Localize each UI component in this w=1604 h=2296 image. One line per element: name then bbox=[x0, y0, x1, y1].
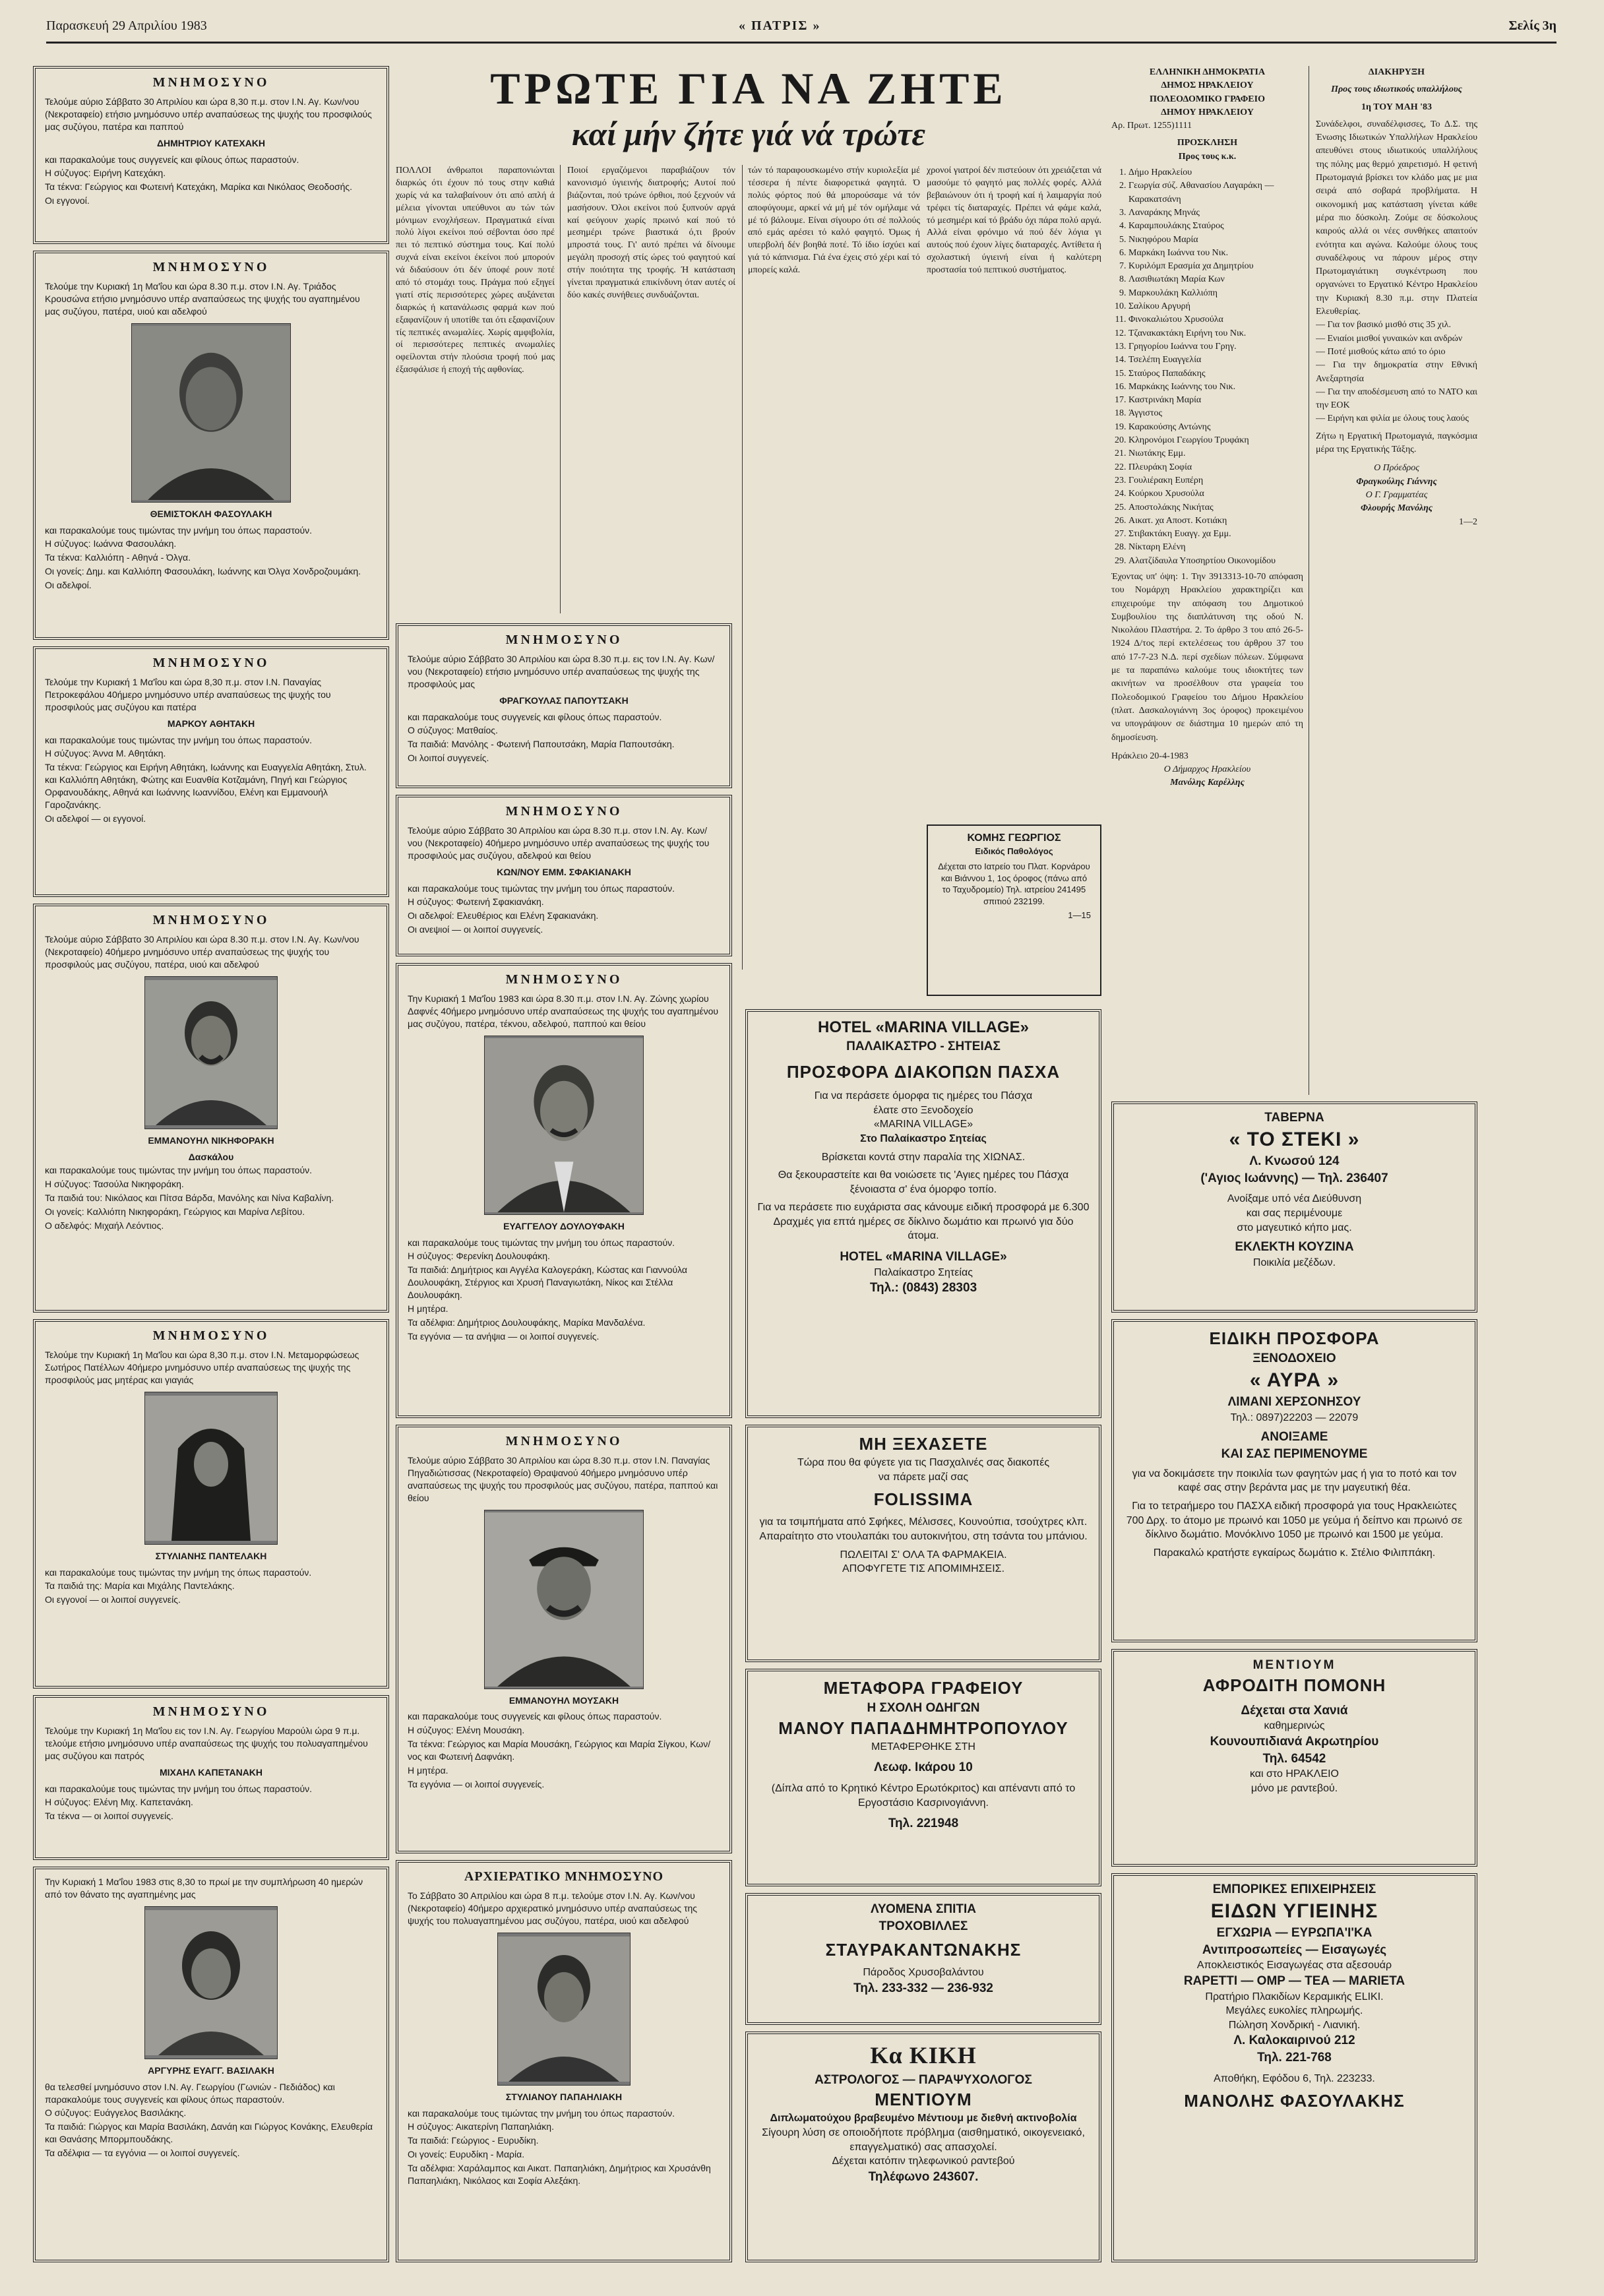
obituary-intro: Τελούμε αύριο Σάββατο 30 Απριλίου και ώρα 8.30 π.μ. στον Ι.Ν. Παναγίας Πηγαδιώτισσας (Νεκροταφείο) Θραψανού 40ήμερο μνημόσυνο υπέρ αναπαύσεως της ψυχής του προσφιλούς μας συζύγου, πατέρα, παππού και θείου bbox=[408, 1455, 718, 1503]
hygiene-title: ΕΙΔΩΝ ΥΓΙΕΙΝΗΣ bbox=[1210, 1900, 1378, 1922]
recipient-item: 10. Σαλίκου Αργυρή bbox=[1128, 300, 1303, 313]
houses-name: ΣΤΑΥΡΑΚΑΝΤΩΝΑΚΗΣ bbox=[825, 1940, 1022, 1960]
portrait-photo bbox=[144, 1906, 278, 2059]
obituary-name: ΣΤΥΛΙΑΝΗΣ ΠΑΝΤΕΛΑΚΗ bbox=[155, 1550, 267, 1561]
kiki-sub: ΑΣΤΡΟΛΟΓΟΣ — ΠΑΡΑΨΥΧΟΛΟΓΟΣ bbox=[815, 2072, 1032, 2087]
medium-name: ΑΦΡΟΔΙΤΗ ΠΟΜΟΝΗ bbox=[1202, 1675, 1386, 1695]
declaration-demand: — Ενιαίοι μισθοί γυναικών και ανδρών bbox=[1316, 333, 1463, 344]
avra-place: ΛΙΜΑΝΙ ΧΕΡΣΟΝΗΣΟΥ bbox=[1227, 1395, 1361, 1410]
obituary-request: και παρακαλούμε τους συγγενείς και φίλους όπως παραστούν. bbox=[45, 154, 299, 165]
obituary-line: Η σύζυγος: Ελένη Μουσάκη. bbox=[408, 1725, 525, 1736]
folissima-line: Απαραίτητο στο ντουλαπάκι του αυτοκινήτου, στη τσάντα του μπάνιου. bbox=[759, 1530, 1088, 1542]
recipient-item: 9. Μαρκουλάκη Καλλιόπη bbox=[1128, 287, 1303, 300]
obituary-intro: Το Σάββατο 30 Απριλίου και ώρα 8 π.μ. τελούμε στον Ι.Ν. Αγ. Κων/νου (Νεκροταφείο) 40ήμερο αρχιερατικό μνημόσυνο υπέρ αναπαύσεως της ψυχής του πολυαγαπημένου μας συζύγου, πατέρα, υιού και αδελφού bbox=[408, 1890, 698, 1926]
obituary-line: Οι αδελφοί: Ελευθέριος και Ελένη Σφακιανάκη. bbox=[408, 910, 599, 921]
obituary-line: Τα παιδιά της: Μαρία και Μιχάλης Παντελάκης. bbox=[45, 1580, 235, 1592]
declaration bbox=[1316, 66, 1477, 1095]
article-column: Ποιοί εργαζόμενοι παραβιάζουν τόν κανονισμό ύγιεινής διατροφής; Αυτοί πού βιάζονται, πού τρώνε όρθιοι, πού ξεχνούν νά μασήσουν. Όλοι εκείνοι πού ξυπνούν αργά καί φεύγουν χωρίς πρωινό καί πού τό μεσημέρι τρώνε βιαστικά ό,τι βρούν μπροστά τους. Γι' αυτό πρέπει νά δίνουμε μεγάλη προσοχή στίς ώρες τού φαγητού καί στήν ποιότητα της τροφής. Ή κατάσταση γίνεται πραγματικά επικίνδυνη όταν αυτές οί δύο κακές συνήθειες συνδυάζονται. bbox=[567, 166, 735, 300]
obituary bbox=[33, 66, 389, 244]
recipient-item: 8. Λασιθιωτάκη Μαρία Κων bbox=[1128, 273, 1303, 286]
hygiene-line: Λ. Καλοκαιρινού 212 bbox=[1233, 2033, 1355, 2048]
medium-line: Τηλ. 64542 bbox=[1262, 1751, 1326, 1766]
obituary-title: ΜΝΗΜΟΣΥΝΟ bbox=[152, 1704, 270, 1719]
obituary-title: ΜΝΗΜΟΣΥΝΟ bbox=[152, 1328, 270, 1343]
obituary bbox=[33, 904, 389, 1313]
obituary-line: Οι εγγονοί — οι λοιποί συγγενείς. bbox=[45, 1594, 181, 1605]
obituary-line: Οι γονείς: Δημ. και Καλλιόπη Φασουλάκη, Ιωάννης και Όλγα Χονδροζουμάκη. bbox=[45, 566, 361, 577]
ad-code: 1—15 bbox=[1068, 910, 1091, 921]
folissima-brand: FOLISSIMA bbox=[873, 1489, 973, 1510]
obituary-line: Η σύζυγος: Αικατερίνη Παπαηλιάκη. bbox=[408, 2121, 554, 2132]
obituary-line: Οι αδελφοί. bbox=[45, 580, 92, 591]
houses-line: ΤΡΟΧΟΒΙΛΛΕΣ bbox=[879, 1919, 968, 1933]
doctor-title: Ειδικός Παθολόγος bbox=[975, 846, 1053, 856]
obituary-subtitle: Δασκάλου bbox=[188, 1151, 234, 1162]
obituary-line: Η σύζυγος: Τασούλα Νικηφοράκη. bbox=[45, 1179, 184, 1190]
declaration-signer-title: Ο Γ. Γραμματέας bbox=[1365, 489, 1428, 500]
declaration-signer-title: Ο Πρόεδρος bbox=[1374, 463, 1419, 474]
driving-moved: ΜΕΤΑΦΕΡΘΗΚΕ ΣΤΗ bbox=[871, 1741, 975, 1753]
obituary-title: ΜΝΗΜΟΣΥΝΟ bbox=[505, 972, 623, 987]
obituary-title: ΜΝΗΜΟΣΥΝΟ bbox=[152, 656, 270, 670]
doctor-ad bbox=[927, 824, 1101, 996]
obituary-name: ΕΥΑΓΓΕΛΟΥ ΔΟΥΛΟΥΦΑΚΗ bbox=[503, 1220, 625, 1231]
folissima-title: ΜΗ ΞΕΧΑΣΕΤΕ bbox=[859, 1434, 988, 1454]
announcement-header: ΔΗΜΟΥ ΗΡΑΚΛΕΙΟΥ bbox=[1161, 107, 1254, 117]
headline-main: ΤΡΩΤΕ ΓΙΑ ΝΑ ΖΗΤΕ bbox=[490, 63, 1007, 113]
doctor-name: ΚΟΜΗΣ ΓΕΩΡΓΙΟΣ bbox=[967, 832, 1061, 844]
folissima-ad bbox=[745, 1425, 1101, 1662]
hygiene-line: ΕΓΧΩΡΙΑ — ΕΥΡΩΠΑ'Ι'ΚΑ bbox=[1216, 1926, 1373, 1940]
kiki-line: Σίγουρη λύση σε οποιοδήποτε πρόβλημα (αισθηματικό, οικογενειακό, επαγγελματικό) σας απασχολεί. bbox=[762, 2126, 1085, 2153]
obituary-name: ΚΩΝ/ΝΟΥ ΕΜΜ. ΣΦΑΚΙΑΝΑΚΗ bbox=[497, 866, 631, 877]
obituary bbox=[396, 963, 732, 1418]
taverna-line: και σας περιμένουμε bbox=[1246, 1208, 1343, 1220]
declaration-signer: Φραγκούλης Γιάννης bbox=[1356, 476, 1437, 487]
declaration-demand: — Για την δημοκρατία στην Εθνική Ανεξαρτησία bbox=[1316, 360, 1477, 384]
hotel-offer: ΠΡΟΣΦΟΡΑ ΔΙΑΚΟΠΩΝ ΠΑΣΧΑ bbox=[786, 1062, 1061, 1082]
obituary-intro: Τελούμε την Κυριακή 1η Μα'ΐου εις τον Ι.Ν. Αγ. Γεωργίου Μαρούλι ώρα 9 π.μ. τελούμε ετήσιο μνημόσυνο υπέρ αναπαύσεως της ψυχής του πολυαγαπημένου μας συζύγου και πατρός bbox=[45, 1725, 368, 1761]
hygiene-products-ad bbox=[1111, 1873, 1477, 2262]
recipient-item: 5. Νικηφόρου Μαρία bbox=[1128, 233, 1303, 247]
obituary-name: ΕΜΜΑΝΟΥΗΛ ΝΙΚΗΦΟΡΑΚΗ bbox=[148, 1134, 274, 1146]
hygiene-line: Αποθήκη, Εφόδου 6, Τηλ. 223233. bbox=[1214, 2072, 1375, 2084]
obituary-name: ΑΡΓΥΡΗΣ ΕΥΑΓΓ. ΒΑΣΙΛΑΚΗ bbox=[148, 2064, 274, 2076]
taverna-title: ΤΑΒΕΡΝΑ bbox=[1264, 1111, 1324, 1125]
obituary-line: Η σύζυγος: Άννα Μ. Αθητάκη. bbox=[45, 748, 166, 759]
driving-school-ad bbox=[745, 1669, 1101, 1886]
recipient-item: 26. Αικατ. χα Αποστ. Κοτιάκη bbox=[1128, 514, 1303, 528]
hygiene-name: ΜΑΝΟΛΗΣ ΦΑΣΟΥΛΑΚΗΣ bbox=[1184, 2091, 1405, 2111]
declaration-to: Προς τους ιδιωτικούς υπαλλήλους bbox=[1331, 84, 1462, 95]
recipient-item: 2. Γεωργία σύζ. Αθανασίου Λαγαράκη —Καρακατσάνη bbox=[1128, 179, 1303, 206]
obituary-request: θα τελεσθεί μνημόσυνο στον Ι.Ν. Αγ. Γεωργίου (Γωνιών - Πεδιάδος) και παρακαλούμε τους συγγενείς και φίλους όπως παραστούν. bbox=[45, 2081, 335, 2105]
obituary-name: ΔΗΜΗΤΡΙΟΥ ΚΑΤΕΧΑΚΗ bbox=[156, 137, 266, 148]
portrait-photo bbox=[484, 1036, 644, 1215]
obituary-intro: Τελούμε την Κυριακή 1 Μα'ΐου και ώρα 8,30 π.μ. στον Ι.Ν. Παναγίας Πετροκεφάλου 40ήμερο μνημόσυνο υπέρ αναπαύσεως της ψυχής του προσφιλούς μας συζύγου και πατέρα bbox=[45, 677, 331, 712]
masthead-page: Σελίς 3η bbox=[1508, 18, 1557, 33]
hotel-line: έλατε στο Ξενοδοχείο bbox=[873, 1104, 973, 1116]
avra-title: ΕΙΔΙΚΗ ΠΡΟΣΦΟΡΑ bbox=[1209, 1328, 1380, 1348]
recipient-item: 29. Αλατζίδαυλα Υποσηρτίου Οικονομίδου bbox=[1128, 555, 1303, 568]
taverna-line: Ποικιλία μεζέδων. bbox=[1252, 1257, 1336, 1268]
astrologer-ad bbox=[745, 2032, 1101, 2262]
hotel-line: Για να περάσετε όμορφα τις ημέρες του Πάσχα bbox=[814, 1090, 1033, 1102]
taverna-line: Ανοίξαμε υπό νέα Διεύθυνση bbox=[1227, 1193, 1362, 1205]
houses-ad bbox=[745, 1893, 1101, 2025]
recipient-item: 1. Δήμο Ηρακλείου bbox=[1128, 166, 1303, 179]
obituary-line: Τα παιδιά: Μανόλης - Φωτεινή Παπουτσάκη, Μαρία Παπουτσάκη. bbox=[408, 739, 675, 750]
announcement-title: ΠΡΟΣΚΛΗΣΗ bbox=[1177, 138, 1238, 148]
houses-phone: Τηλ. 233-332 — 236-932 bbox=[853, 1981, 993, 1995]
driving-sub: Η ΣΧΟΛΗ ΟΔΗΓΩΝ bbox=[867, 1701, 980, 1716]
medium-line: μόνο με ραντεβού. bbox=[1250, 1782, 1338, 1794]
article-column: ΠΟΛΛΟΙ άνθρωποι παραπονιώνται διαρκώς ότι έχουν πό τους στην καθιά χωρίς νά κα ταλαβαίνουν ότι από απλή ά μέλεια γίνονται υπεύθυνοι αυ τών τών μόνιμων ενοχλήσεων. Πραγματικά είναι πολύ λίγοι εκείνοι πού σέβονται όσο πρέ πει τό πεπτικό σύστημα τους. Καί πολύ συχνά είναι εκείνοι έκείνοι πού μπορούν νά διδαύσουν ότι δέν ύποφέ ρουν ποτέ από τό στομάχι τους. Πράγμα πού εξηγεί γιατί στίς περισσότερες χώρες αυξάνεται διαρκώς ή κατανάλωσις φαρμά κων πού εξαφανίζουν ή υποτίθε ται ότι εξαφανίζουν τίς πεπτικές ανωμαλίες. Χωρίς αμφιβολία, οί περισσότερες πεπτικές ανωμαλίες οφείλονται στήν πλούσια τροφή πού μας έξασφάλισε ή εποχή τής αφθονίας. bbox=[396, 165, 561, 613]
obituary-request: και παρακαλούμε τους τιμώντας την μνήμη του όπως παραστούν. bbox=[408, 2107, 675, 2119]
portrait-photo bbox=[497, 1933, 631, 2086]
obituary-line: Τα αδέλφια: Δημήτριος Δουλουφάκης, Μαρίκα Μανδαλένα. bbox=[408, 1317, 646, 1328]
medium-ad bbox=[1111, 1649, 1477, 1867]
recipient-item: 11. Φινοκαλιώτου Χρυσούλα bbox=[1128, 313, 1303, 326]
recipient-item: 18. Άγγιστος bbox=[1128, 407, 1303, 420]
driving-phone: Τηλ. 221948 bbox=[888, 1816, 959, 1831]
obituary-line: Τα τέκνα — οι λοιποί συγγενείς. bbox=[45, 1811, 173, 1822]
obituary-request: και παρακαλούμε τους τιμώντας την μνήμη του όπως παραστούν. bbox=[45, 1165, 312, 1176]
recipient-item: 28. Νίκταρη Ελένη bbox=[1128, 541, 1303, 554]
folissima-line: για τα τσιμπήματα από Σφήκες, Μέλισσες, Κουνούπια, τσούχτρες κλπ. bbox=[759, 1516, 1088, 1528]
declaration-signer: Φλουρής Μανόλης bbox=[1360, 503, 1433, 514]
obituary-intro: Τελούμε αύριο Σάββατο 30 Απριλίου και ώρα 8.30 π.μ. εις τον Ι.Ν. Αγ. Κων/νου (Νεκροταφείο) ετήσιο μνημόσυνο υπέρ αναπαύσεως της ψυχής της προσφιλούς μας bbox=[408, 654, 715, 689]
portrait-photo bbox=[484, 1510, 644, 1689]
declaration-demand: — Για την αποδέσμευση από το ΝΑΤΟ και την ΕΟΚ bbox=[1316, 387, 1477, 411]
avra-line: για να δοκιμάσετε την ποικιλία των φαγητών μας ή για το ποτό και τον καφέ σας στην βεράντα μας με την μαγευτική θέα. bbox=[1132, 1468, 1457, 1494]
houses-addr: Πάροδος Χρυσοβαλάντου bbox=[863, 1967, 984, 1979]
obituary-intro: Τελούμε αύριο Σάββατο 30 Απριλίου και ώρα 8.30 π.μ. στον Ι.Ν. Αγ. Κων/νου (Νεκροταφείο) 40ήμερο μνημόσυνο υπέρ αναπαύσεως της ψυχής του προσφιλούς μας συζύγου, αδελφού και θείου bbox=[408, 825, 710, 861]
recipient-item: 16. Μαρκάκης Ιωάννης του Νικ. bbox=[1128, 381, 1303, 394]
obituary-intro: Την Κυριακή 1 Μα'ΐου 1983 και ώρα 8.30 π.μ. στον Ι.Ν. Αγ. Ζώνης χωρίου Δαφνές 40ήμερο μνημόσυνο υπέρ αναπαύσεως της ψυχής του αγαπημένου μας συζύγου, πατέρα, τέκνου, αδελφού, παππού και θείου bbox=[408, 993, 719, 1029]
kiki-phone: Τηλέφωνο 243607. bbox=[868, 2169, 979, 2184]
recipient-item: 27. Στιβακτάκη Ευαγγ. χα Εμμ. bbox=[1128, 528, 1303, 541]
recipient-item: 13. Γρηγορίου Ιωάννα του Γρηγ. bbox=[1128, 340, 1303, 354]
hotel-line: Θα ξεκουραστείτε και θα νοιώσετε τις 'Αγιες ημέρες του Πάσχα ξένοιαστα σ' ένα όμορφο τοπίο. bbox=[778, 1169, 1069, 1195]
recipient-item: 19. Καρακούσης Αντώνης bbox=[1128, 421, 1303, 434]
obituary-line: Η σύζυγος: Ελένη Μιχ. Καπετανάκη. bbox=[45, 1797, 193, 1808]
recipient-item: 25. Αποστολάκης Νικήτας bbox=[1128, 501, 1303, 514]
hotel-line: Στο Παλαίκαστρο Σητείας bbox=[860, 1132, 987, 1144]
obituary-line: Οι αδελφοί — οι εγγονοί. bbox=[45, 813, 146, 824]
medium-title: ΜΕΝΤΙΟΥΜ bbox=[1252, 1658, 1336, 1672]
portrait-photo bbox=[144, 976, 278, 1129]
obituary-name: ΦΡΑΓΚΟΥΛΑΣ ΠΑΠΟΥΤΣΑΚΗ bbox=[499, 695, 629, 706]
obituary-intro: Τελούμε την Κυριακή 1η Μα'ΐου και ώρα 8,30 π.μ. στον Ι.Ν. Μεταμορφώσεως Σωτήρος Πατέλλων 40ήμερο μνημόσυνο υπέρ αναπαύσεως της ψυχής της προσφιλούς μας μητέρας και γιαγιάς bbox=[45, 1350, 359, 1385]
ad-code: 1—2 bbox=[1459, 516, 1477, 527]
hygiene-line: Μεγάλες ευκολίες πληρωμής. bbox=[1225, 2005, 1363, 2017]
obituary-line: Η μητέρα. bbox=[408, 1765, 448, 1776]
hygiene-line: Πρατήριο Πλακιδίων Κεραμικής ELIKI. bbox=[1205, 1991, 1384, 2002]
obituary-intro: Τελούμε αύριο Σάββατο 30 Απριλίου και ώρα 8,30 π.μ. στον Ι.Ν. Αγ. Κων/νου (Νεκροταφείο) ετήσιο μνημόσυνο υπέρ αναπαύσεως της ψυχής του προσφιλούς μας συζύγου, πατέρα και παππού bbox=[45, 96, 372, 132]
recipient-item: 15. Σταύρος Παπαδάκης bbox=[1128, 367, 1303, 381]
avra-open: ΑΝΟΙΞΑΜΕ bbox=[1260, 1430, 1328, 1444]
recipient-item: 14. Τσελέπη Ευαγγελία bbox=[1128, 354, 1303, 367]
recipient-item: 12. Τζανακακτάκη Ειρήνη του Νικ. bbox=[1128, 327, 1303, 340]
obituary bbox=[33, 1319, 389, 1689]
obituary-line: Οι εγγονοί. bbox=[45, 195, 90, 206]
hotel-place: ΠΑΛΑΙΚΑΣΤΡΟ - ΣΗΤΕΙΑΣ bbox=[846, 1039, 1001, 1054]
recipient-item: 24. Κούρκου Χρυσούλα bbox=[1128, 487, 1303, 501]
obituary-name: ΜΙΧΑΗΛ ΚΑΠΕΤΑΝΑΚΗ bbox=[159, 1766, 263, 1778]
hygiene-line: Πώληση Χονδρική - Λιανική. bbox=[1228, 2019, 1361, 2031]
declaration-demand: — Ποτέ μισθούς κάτω από το όριο bbox=[1316, 346, 1446, 357]
obituary-line: Τα αδέλφια: Χαράλαμπος και Αικατ. Παπαηλιάκη, Δημήτριος και Χρυσάνθη Παπαηλιάκη, Νικόλαος και Σοφία Αλεξάκη. bbox=[408, 2163, 711, 2187]
houses-line: ΛΥΟΜΕΝΑ ΣΠΙΤΙΑ bbox=[871, 1902, 976, 1916]
avra-hotel-ad bbox=[1111, 1319, 1477, 1642]
municipal-invitation bbox=[1111, 66, 1309, 1095]
declaration-heading: 1η ΤΟΥ ΜΑΗ '83 bbox=[1361, 102, 1433, 112]
obituary-line: Τα τέκνα: Γεώργιος και Μαρία Μουσάκη, Γεώργιος και Μαρία Σίγκου, Κων/νος και Φωτεινή Δαφνάκη. bbox=[408, 1739, 711, 1762]
medium-line: Δέχεται στα Χανιά bbox=[1241, 1703, 1348, 1718]
obituary bbox=[33, 1867, 389, 2262]
obituary-line: Τα παιδιά του: Νικόλαος και Πίτσα Βάρδα, Μανόλης και Νίνα Καβαλίνη. bbox=[45, 1193, 334, 1204]
obituary-intro: Τελούμε την Κυριακή 1η Μα'ΐου και ώρα 8.30 π.μ. στον Ι.Ν. Αγ. Τριάδος Κρουσώνα ετήσιο μνημόσυνο υπέρ αναπαύσεως της ψυχής του αγαπημένου μας συζύγου, πατέρα, υιού και αδελφού bbox=[45, 281, 360, 317]
declaration-closing: Ζήτω η Εργατική Πρωτομαγιά, παγκόσμια μέρα της Εργατικής Τάξης. bbox=[1316, 431, 1477, 455]
announcement-date: Ηράκλειο 20-4-1983 bbox=[1111, 751, 1188, 761]
medium-line: Κουνουπιδιανά Ακρωτηρίου bbox=[1210, 1734, 1379, 1749]
doctor-text: Δέχεται στο Ιατρείο του Πλατ. Κορνάρου και Βιάννου 1, 1ος όροφος (πάνω από το Ταχυδρομείο) Τηλ. ιατρείου 241495 σπιτιού 232199. bbox=[938, 861, 1090, 906]
obituary bbox=[396, 1425, 732, 1853]
kiki-title: Κα ΚΙΚΗ bbox=[870, 2042, 977, 2068]
masthead-paper: « ΠΑΤΡΙΣ » bbox=[739, 18, 821, 33]
announcement-header: ΔΗΜΟΣ ΗΡΑΚΛΕΙΟΥ bbox=[1161, 80, 1254, 91]
obituary bbox=[396, 1860, 732, 2262]
recipient-item: 22. Πλευράκη Σοφία bbox=[1128, 461, 1303, 474]
taverna-addr: Λ. Κνωσού 124 bbox=[1249, 1154, 1340, 1169]
hotel-phone: Τηλ.: (0843) 28303 bbox=[869, 1281, 977, 1295]
obituary-line: Η σύζυγος: Ιωάννα Φασουλάκη. bbox=[45, 538, 177, 549]
obituary-line: Ο αδελφός: Μιχαήλ Λεόντιος. bbox=[45, 1220, 164, 1231]
obituary-request: και παρακαλούμε τους συγγενείς και φίλους όπως παραστούν. bbox=[408, 711, 662, 722]
obituary bbox=[33, 1695, 389, 1860]
announcement-ref: Αρ. Πρωτ. 1255)1111 bbox=[1111, 121, 1192, 131]
obituary-name: ΘΕΜΙΣΤΟΚΛΗ ΦΑΣΟΥΛΑΚΗ bbox=[150, 508, 272, 519]
obituary-name: ΣΤΥΛΙΑΝΟΥ ΠΑΠΑΗΛΙΑΚΗ bbox=[505, 2091, 623, 2102]
obituary-line: Ο σύζυγος: Ματθαίος. bbox=[408, 725, 498, 736]
obituary-line: Οι λοιποί συγγενείς. bbox=[408, 753, 489, 764]
obituary-line: Οι γονείς: Ευρυδίκη - Μαρία. bbox=[408, 2149, 525, 2160]
obituary-request: και παρακαλούμε τους τιμώντας την μνήμη του όπως παραστούν. bbox=[408, 883, 675, 894]
article-column: τών τό παραφουσκωμένο στήν κυριολεξία μέ τέσσερα ή πέντε διαφορετικά φαγητά. Ό πολύς φόρτος πού θά μπορούσαμε νά τόν αποφύγουμε, αρκεί νά μή μέ τόν ομήλαμε νά μέ τό βάλουμε. Είναι σίγουρο ότι σέ πολλούς από εμάς αρέσει τό καλό φαγητό. Όμως ή υπερβολή δέν βοηθά ποτέ. Τό ίδιο ίσχύει καί γιά τό κάπνισμα. Γιά ένα έχεις στό χέρι καί τό μπορείς καλά. bbox=[742, 165, 920, 970]
obituary-line: Τα παιδιά: Γιώργος και Μαρία Βασιλάκη, Δανάη και Γιώργος Κονάκης, Ελευθερία και Θανάσης Μπορμπουδάκης. bbox=[45, 2121, 373, 2145]
recipient-list bbox=[1111, 166, 1303, 568]
hygiene-top: ΕΜΠΟΡΙΚΕΣ ΕΠΙΧΕΙΡΗΣΕΙΣ bbox=[1212, 1882, 1376, 1896]
obituary-name: ΕΜΜΑΝΟΥΗΛ ΜΟΥΣΑΚΗ bbox=[509, 1694, 619, 1706]
declaration-title: ΔΙΑΚΗΡΥΞΗ bbox=[1368, 67, 1425, 77]
obituary-title: ΜΝΗΜΟΣΥΝΟ bbox=[152, 260, 270, 274]
portrait-photo bbox=[131, 323, 291, 503]
kiki-label: ΜΕΝΤΙΟΥΜ bbox=[875, 2090, 972, 2110]
obituary-line: Τα παιδιά: Δημήτριος και Αγγέλα Καλογεράκη, Κώστας και Γιαννούλα Δουλουφάκη, Στέργιος και Χρυσή Παναγιωτάκη, Νίκος και Στέλλα Δουλουφάκη. bbox=[408, 1264, 687, 1301]
avra-wait: ΚΑΙ ΣΑΣ ΠΕΡΙΜΕΝΟΥΜΕ bbox=[1221, 1447, 1368, 1462]
announcement-signer-title: Ο Δήμαρχος Ηρακλείου bbox=[1163, 764, 1251, 775]
hygiene-line: RAPETTI — OMP — TEA — MARIETA bbox=[1183, 1974, 1405, 1989]
hotel-footer: HOTEL «MARINA VILLAGE» bbox=[840, 1250, 1007, 1264]
kiki-line: Διπλωματούχου βραβευμένο Μέντιουμ με διεθνή ακτινοβολία bbox=[770, 2113, 1077, 2125]
headline-sub: καί μήν ζήτε γιά νά τρώτε bbox=[571, 115, 926, 152]
medium-line: καθημερινώς bbox=[1264, 1720, 1325, 1732]
recipient-item: 3. Λαναράκης Μηνάς bbox=[1128, 206, 1303, 220]
hotel-footer-place: Παλαίκαστρο Σητείας bbox=[874, 1266, 973, 1278]
obituary-line: Οι ανεψιοί — οι λοιποί συγγενείς. bbox=[408, 924, 543, 935]
obituary-title: ΑΡΧΙΕΡΑΤΙΚΟ ΜΝΗΜΟΣΥΝΟ bbox=[464, 1869, 664, 1884]
masthead-date: Παρασκευή 29 Απριλίου 1983 bbox=[46, 18, 207, 33]
obituary-request: και παρακαλούμε τους τιμώντας την μνήμη του όπως παραστούν. bbox=[45, 734, 312, 745]
folissima-line: ΑΠΟΦΥΓΕΤΕ ΤΙΣ ΑΠΟΜΙΜΗΣΕΙΣ. bbox=[842, 1563, 1005, 1575]
obituary-name: ΜΑΡΚΟΥ ΑΘΗΤΑΚΗ bbox=[167, 718, 255, 729]
obituary-intro: Τελούμε αύριο Σάββατο 30 Απριλίου και ώρα 8.30 π.μ. στον Ι.Ν. Αγ. Κων/νου (Νεκροταφείο) 40ήμερο μνημόσυνο υπέρ αναπαύσεως της ψυχής του προσφιλούς μας συζύγου, πατέρα, υιού και αδελφού bbox=[45, 934, 359, 970]
obituary-line: Τα αδέλφια — τα εγγόνια — οι λοιποί συγγενείς. bbox=[45, 2148, 240, 2159]
hotel-line: Για να περάσετε πιο ευχάριστα σας κάνουμε ειδική προσφορά με 6.300 Δραχμές για επτά ημέρες σε δίκλινο δωμάτιο και πρωινό για δύο άτομα. bbox=[757, 1202, 1090, 1242]
announcement-to: Προς τους κ.κ. bbox=[1178, 151, 1237, 162]
obituary-request: και παρακαλούμε τους τιμώντας την μνήμη του όπως παραστούν. bbox=[45, 1783, 312, 1794]
avra-sub: ΞΕΝΟΔΟΧΕΙΟ bbox=[1252, 1351, 1336, 1366]
announcement-signer: Μανόλης Καρέλλης bbox=[1170, 778, 1245, 788]
obituary-request: και παρακαλούμε τους τιμώντας την μνήμη της όπως παραστούν. bbox=[45, 1567, 312, 1578]
obituary-request: και παρακαλούμε τους συγγενείς και φίλους όπως παραστούν. bbox=[408, 1711, 662, 1722]
folissima-line: ΠΩΛΕΙΤΑΙ Σ' ΟΛΑ ΤΑ ΦΑΡΜΑΚΕΙΑ. bbox=[840, 1549, 1007, 1561]
obituary-title: ΜΝΗΜΟΣΥΝΟ bbox=[152, 75, 270, 90]
avra-line: Παρακαλώ κρατήστε εγκαίρως δωμάτιο κ. Στέλιο Φιλιππάκη. bbox=[1153, 1547, 1436, 1559]
obituary-line: Η σύζυγος: Ειρήνη Κατεχάκη. bbox=[45, 168, 166, 179]
recipient-item: 7. Κυριλόμπ Ερασμία χα Δημητρίου bbox=[1128, 260, 1303, 273]
hotel-title: HOTEL «MARINA VILLAGE» bbox=[817, 1018, 1030, 1036]
driving-note: (Δίπλα από το Κρητικό Κέντρο Ερωτόκριτος) και απέναντι από το Εργοστάσιο Κασρινογιάννη. bbox=[771, 1783, 1076, 1809]
portrait-photo bbox=[144, 1392, 278, 1545]
obituary bbox=[33, 251, 389, 640]
taverna-ad bbox=[1111, 1101, 1477, 1313]
obituary bbox=[33, 646, 389, 897]
hygiene-line: Αποκλειστικός Εισαγωγέας στα αξεσουάρ bbox=[1196, 1960, 1392, 1971]
taverna-line: ΕΚΛΕΚΤΗ ΚΟΥΖΙΝΑ bbox=[1235, 1240, 1354, 1255]
taverna-area: ('Αγιος Ιωάννης) — Τηλ. 236407 bbox=[1200, 1171, 1388, 1185]
obituary-intro: Την Κυριακή 1 Μα'ΐου 1983 στις 8,30 το πρωί με την συμπλήρωση 40 ημερών από τον θάνατο της αγαπημένης μας bbox=[45, 1877, 363, 1900]
obituary-title: ΜΝΗΜΟΣΥΝΟ bbox=[505, 633, 623, 647]
obituary-line: Τα παιδιά: Γεώργιος - Ευρυδίκη. bbox=[408, 2135, 539, 2146]
taverna-name: « ΤΟ ΣΤΕΚΙ » bbox=[1229, 1128, 1360, 1150]
obituary-title: ΜΝΗΜΟΣΥΝΟ bbox=[505, 804, 623, 819]
article-headline bbox=[396, 63, 1101, 155]
hotel-line: Βρίσκεται κοντά στην παραλία της ΧΙΩΝΑΣ. bbox=[821, 1151, 1026, 1163]
obituary-request: και παρακαλούμε τους τιμώντας την μνήμη του όπως παραστούν. bbox=[45, 524, 312, 536]
obituary-line: Τα εγγόνια — τα ανήψια — οι λοιποί συγγενείς. bbox=[408, 1330, 600, 1342]
obituary-line: Οι γονείς: Καλλιόπη Νικηφοράκη, Γεώργιος και Μαρίνα Λεβίτου. bbox=[45, 1206, 305, 1218]
obituary-line: Τα τέκνα: Καλλιόπη - Αθηνά - Όλγα. bbox=[45, 552, 191, 563]
recipient-item: 17. Καστρινάκη Μαρία bbox=[1128, 394, 1303, 407]
avra-line: Για το τετραήμερο του ΠΑΣΧΑ ειδική προσφορά για τους Ηρακλειώτες 700 Δρχ. το άτομο με πρωινό και 1050 με γεύμα ή δείπνο και πρωινό σε δίκλινο δωμάτιο. Μονόκλινο 1050 με πρωινό και 1500 με γεύμα. bbox=[1126, 1500, 1463, 1541]
obituary-line: Τα εγγόνια — οι λοιποί συγγενείς. bbox=[408, 1778, 545, 1789]
hygiene-line: Τηλ. 221-768 bbox=[1257, 2051, 1332, 2065]
recipient-item: 21. Νιωτάκης Εμμ. bbox=[1128, 447, 1303, 460]
announcement-body: Έχοντας υπ' όψη: 1. Την 3913313-10-70 απόφαση του Νομάρχη Ηρακλείου χαρακτηρίζει και επιχειρούμε την απόφαση του Δημοτικού Συμβουλίου της διαπλάτυνση της οδού Ν. Νικολάου Πλαστήρα. 2. Το άρθρο 3 του από 26-5-1924 Δ/τος περί εκτελέσεως του άρθρου 37 του από 17-7-23 Ν.Δ. περί σχεδίων πόλεων. Σύμφωνα με τα παραπάνω καλούμε τους ιδιοκτήτες των ακινήτων να προσέλθουν στα γραφεία του Πολεοδομικού Γραφείου του Δήμου Ηρακλείου (πλατ. Δασκαλογιάννη 3ος όροφος) προκειμένου να υπογράψουν σε διάστημα 10 ημερών από τη δημοσίευση. bbox=[1111, 571, 1303, 743]
obituary-title: ΜΝΗΜΟΣΥΝΟ bbox=[505, 1434, 623, 1448]
recipient-item: 4. Καραμπουλάκης Σταύρος bbox=[1128, 220, 1303, 233]
avra-phone: Τηλ.: 0897)22203 — 22079 bbox=[1230, 1412, 1359, 1423]
hotel-line: «MARINA VILLAGE» bbox=[873, 1119, 973, 1131]
masthead bbox=[46, 12, 1557, 44]
announcement-header: ΕΛΛΗΝΙΚΗ ΔΗΜΟΚΡΑΤΙΑ bbox=[1149, 67, 1266, 77]
obituary-request: και παρακαλούμε τους τιμώντας την μνήμη του όπως παραστούν. bbox=[408, 1237, 675, 1248]
article-column: χρονοί γιατροί δέν πιστεύουν ότι χρειάζεται νά μασούμε τό φαγητό μας πολλές φορές. Αλλά βεβαιώνουν ότι ή τροφή καί ή λαιμαργία πού τρέφει τίς διαταραχές. Πρέπει νά φάμε καλά, τό μεσημέρι καί τό βράδυ όχι πάρα πολύ αργά. Αλλά είναι φρόνιμο νά πού δέν λόγια γι αυτούς πού έχουν λίγες διαταραχές. Αντίθετα ή σχολαστική ύγιεινή είναι ή καλύτερη προστασία τού πεπτικού συστήματος. bbox=[927, 166, 1101, 276]
taverna-line: στο μαγευτικό κήπο μας. bbox=[1237, 1222, 1352, 1233]
recipient-item: 6. Μαρκάκη Ιωάννα του Νικ. bbox=[1128, 247, 1303, 260]
hygiene-line: Αντιπροσωπείες — Εισαγωγές bbox=[1202, 1942, 1387, 1957]
driving-address: Λεωφ. Ικάρου 10 bbox=[874, 1760, 973, 1775]
folissima-line: να πάρετε μαζί σας bbox=[878, 1471, 969, 1483]
announcement-header: ΠΟΛΕΟΔΟΜΙΚΟ ΓΡΑΦΕΙΟ bbox=[1150, 94, 1265, 104]
obituary-line: Η μητέρα. bbox=[408, 1303, 448, 1315]
recipient-item: 23. Γουλιέρακη Ευπέρη bbox=[1128, 474, 1303, 487]
folissima-line: Τώρα που θα φύγετε για τις Πασχαλινές σας διακοπές bbox=[797, 1457, 1050, 1469]
obituary-line: Τα τέκνα: Γεώργιος και Φωτεινή Κατεχάκη, Μαρίκα και Νικόλαος Θεοδοσής. bbox=[45, 181, 353, 193]
kiki-line: Δέχεται κατόπιν τηλεφωνικού ραντεβού bbox=[832, 2156, 1015, 2167]
declaration-demand: — Ειρήνη και φιλία με όλους τους λαούς bbox=[1316, 414, 1469, 424]
obituary-line: Ο σύζυγος: Ευάγγελος Βασιλάκης. bbox=[45, 2107, 187, 2119]
obituary-line: Τα τέκνα: Γεώργιος και Ειρήνη Αθητάκη, Ιωάννης και Ευαγγελία Αθητάκη, Στυλ. και Καλλιόπη Αθητάκη, Φώτης και Ευανθία Κοτζαμάνη, Πηγή και Γεώργιος Ορφανουδάκης, Αθηνά και Ιωάννης Ιωαννίδου, Ελένη και Εμμανουήλ Γαροζανάκης. bbox=[45, 762, 367, 811]
declaration-demand: — Για τον βασικό μισθό στις 35 χιλ. bbox=[1316, 320, 1451, 330]
medium-line: και στο ΗΡΑΚΛΕΙΟ bbox=[1250, 1768, 1339, 1780]
obituary bbox=[396, 623, 732, 788]
obituary-line: Η σύζυγος: Φωτεινή Σφακιανάκη. bbox=[408, 896, 544, 908]
hotel-ad bbox=[745, 1009, 1101, 1418]
obituary-title: ΜΝΗΜΟΣΥΝΟ bbox=[152, 913, 270, 927]
obituary bbox=[396, 795, 732, 956]
obituary-line: Η σύζυγος: Φερενίκη Δουλουφάκη. bbox=[408, 1251, 550, 1262]
avra-name: « ΑΥΡΑ » bbox=[1249, 1369, 1340, 1391]
recipient-item: 20. Κληρονόμοι Γεωργίου Τρυφάκη bbox=[1128, 434, 1303, 447]
driving-name: ΜΑΝΟΥ ΠΑΠΑΔΗΜΗΤΡΟΠΟΥΛΟΥ bbox=[778, 1718, 1068, 1738]
declaration-body: Συνάδελφοι, συναδέλφισσες, Το Δ.Σ. της Ένωσης Ιδιωτικών Υπαλλήλων Ηρακλείου απευθύνει στους ιδιωτικούς υπαλλήλους της πόλης μας θερμό χαιρετισμό. Η φετινή Πρωτομαγιά βρίσκει τον κλάδο μας με μια σειρά από σοβαρά προβλήματα. Η οικονομική μας κατάσταση γίνεται κάθε μέρα πιο δύσκολη. Ζούμε σε δύσκολους καιρούς αλλά οι νέες συνθήκες απαιτούν ενότητα και αγώνα. Καλούμε όλους τους συναδέλφους να πάρουν μέρος στην Πρωτομαγιάτικη συγκέντρωση που οργανώνει το Εργατικό Κέντρο Ηρακλείου την Κυριακή 8.30 π.μ. στην Πλατεία Ελευθερίας. bbox=[1316, 119, 1477, 317]
driving-title: ΜΕΤΑΦΟΡΑ ΓΡΑΦΕΙΟΥ bbox=[823, 1678, 1024, 1698]
